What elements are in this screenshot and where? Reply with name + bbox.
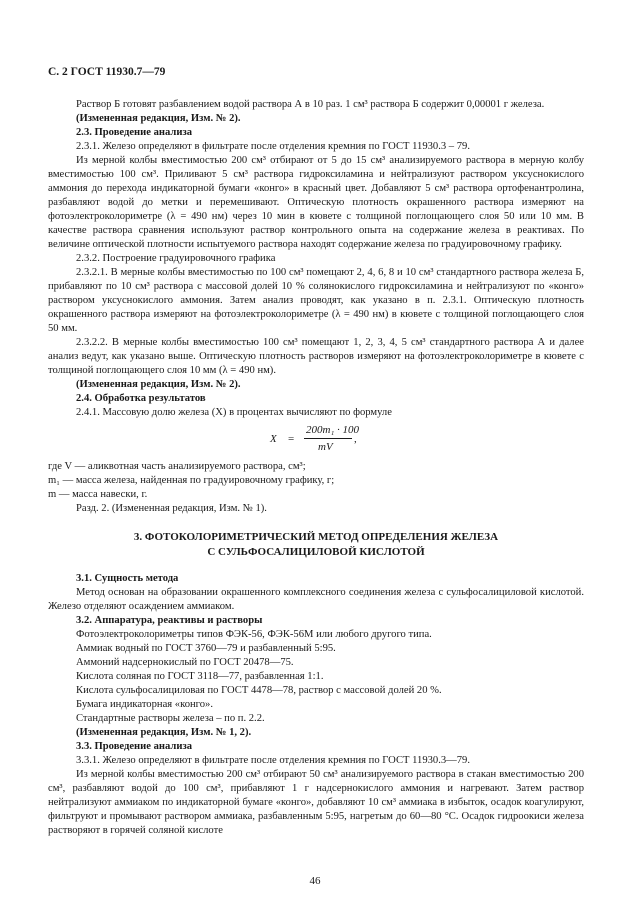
page-number: 46	[309, 875, 321, 887]
section-heading: 3.2. Аппаратура, реактивы и растворы	[76, 615, 263, 626]
section-heading: 3.3. Проведение анализа	[76, 741, 192, 752]
list-item: Стандартные растворы железа – по п. 2.2.	[76, 713, 265, 724]
formula-comma: ,	[354, 433, 357, 445]
amendment-note: Разд. 2. (Измененная редакция, Изм. № 1).	[76, 503, 267, 514]
where-line: где V — аликвотная часть анализируемого раствора, см³;	[48, 461, 306, 472]
amendment-note: (Измененная редакция, Изм. № 2).	[76, 379, 241, 390]
section-heading: 2.3. Проведение анализа	[76, 127, 192, 138]
paragraph: Из мерной колбы вместимостью 200 см³ отбирают от 5 до 15 см³ анализируемого раствора в мерную колбу вместимостью 100 см³. Приливают 5 см³ раствора гидроксиламина и нейтрализуют раствором уксуснокислого аммония до перехода индикаторной бумаги «конго» в красный цвет. Добавляют 5 см³ раствора ортофенантролина, разбавляют водой до метки и перемешивают. Оптическую плотность окрашенного раствора измеряют на фотоэлектроколориметре (λ = 490 нм) через 10 мин в кювете с толщиной поглощающего слоя 50 или 10 мм. В качестве раствора сравнения используют раствор контрольного опыта на содержание железа в реактивах. По величине оптической плотности испытуемого раствора находят содержание железа по градуировочному графику.	[48, 155, 584, 250]
section-heading: 2.4. Обработка результатов	[76, 393, 206, 404]
page-header: С. 2 ГОСТ 11930.7—79	[48, 66, 166, 78]
paragraph: 2.3.2.1. В мерные колбы вместимостью по 100 см³ помещают 2, 4, 6, 8 и 10 см³ стандартного раствора железа Б, прибавляют по 10 см³ раствора с массовой долей 10 % солянокислого гидроксиламина и нейтрализуют по «конго» раствором уксуснокислого аммония. Затем анализ проводят, как указано в п. 2.3.1. Оптическую плотность окрашенного раствора измеряют на фотоэлектроколориметре (λ = 490 нм) в кювете с толщиной поглощающего слоя 50 мм.	[48, 267, 584, 334]
amendment-note: (Измененная редакция, Изм. № 1, 2).	[76, 727, 252, 738]
list-item: Бумага индикаторная «конго».	[76, 699, 213, 710]
paragraph: Метод основан на образовании окрашенного комплексного соединения железа с сульфосалициловой кислотой. Железо отделяют осаждением аммиаком.	[48, 587, 584, 612]
section-title	[48, 530, 584, 560]
formula-lhs: X	[270, 433, 277, 445]
fraction-bar	[304, 438, 352, 439]
formula-denominator: mV	[318, 441, 333, 453]
paragraph: Раствор Б готовят разбавлением водой раствора А в 10 раз. 1 см³ раствора Б содержит 0,00001 г железа.	[76, 99, 545, 110]
section-heading: 3.1. Сущность метода	[76, 573, 179, 584]
formula	[48, 424, 584, 458]
list-item: Кислота соляная по ГОСТ 3118—77, разбавленная 1:1.	[76, 671, 324, 682]
list-item: Кислота сульфосалициловая по ГОСТ 4478—78, раствор с массовой долей 20 %.	[76, 685, 442, 696]
paragraph: 3.3.1. Железо определяют в фильтрате после отделения кремния по ГОСТ 11930.3—79.	[76, 755, 470, 766]
formula-equals: =	[288, 433, 295, 445]
list-item: Аммиак водный по ГОСТ 3760—79 и разбавленный 5:95.	[76, 643, 336, 654]
section-title-line: С СУЛЬФОСАЛИЦИЛОВОЙ КИСЛОТОЙ	[207, 546, 425, 558]
list-item: Фотоэлектроколориметры типов ФЭК-56, ФЭК-56М или любого другого типа.	[76, 629, 432, 640]
document-body	[48, 98, 584, 838]
paragraph: 2.4.1. Массовую долю железа (X) в процентах вычисляют по формуле	[76, 407, 392, 418]
where-line: m₁ — масса железа, найденная по градуировочному графику, г;	[48, 475, 335, 486]
paragraph: 2.3.2.2. В мерные колбы вместимостью 100 см³ помещают 1, 2, 3, 4, 5 см³ стандартного раствора А и далее анализ ведут, как указано выше. Оптическую плотность растворов измеряют на фотоэлектроколориметре в кювете с толщиной поглощающего слоя 10 мм (λ = 490 нм).	[48, 337, 584, 376]
section-title-line: 3. ФОТОКОЛОРИМЕТРИЧЕСКИЙ МЕТОД ОПРЕДЕЛЕНИЯ ЖЕЛЕЗА	[133, 531, 499, 543]
paragraph: 2.3.2. Построение градуировочного графика	[76, 253, 276, 264]
amendment-note: (Измененная редакция, Изм. № 2).	[76, 113, 241, 124]
paragraph: 2.3.1. Железо определяют в фильтрате после отделения кремния по ГОСТ 11930.3 – 79.	[76, 141, 470, 152]
where-line: m — масса навески, г.	[48, 489, 148, 500]
list-item: Аммоний надсернокислый по ГОСТ 20478—75.	[76, 657, 294, 668]
formula-numerator: 200m₁ · 100	[306, 424, 360, 436]
paragraph: Из мерной колбы вместимостью 200 см³ отбирают 50 см³ анализируемого раствора в стакан вместимостью 200 см³, разбавляют водой до 100 см³, прибавляют 1 г надсернокислого аммония и нагревают. Затем раствор нейтрализуют аммиаком по индикаторной бумаге «конго», добавляют 10 см³ аммиака в избыток, осадок коагулируют, фильтруют и промывают раствором аммиака, разбавленным 5:95, нагретым до 60—80 °С. Осадок гидроокиси железа растворяют в горячей соляной кислоте	[48, 769, 584, 836]
